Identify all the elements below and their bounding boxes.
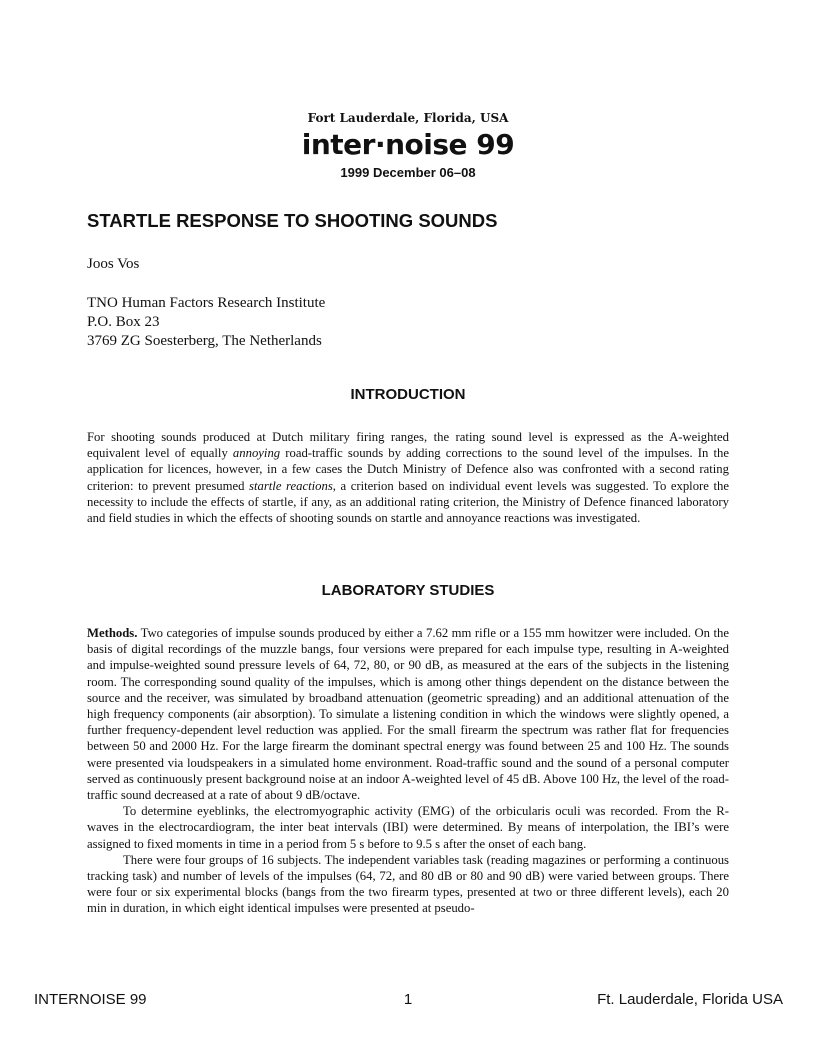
conference-logo: inter·noise 99 — [301, 128, 515, 161]
author-name: Joos Vos — [87, 256, 140, 272]
eyeblink-paragraph: To determine eyeblinks, the electromyographic activity (EMG) of the orbicularis oculi was recorded. From the R-waves in the electrocardiogram, the inter beat intervals (IBI) were determined. By means of interpolation, the IBI’s were assigned to fixed moments in time in a period from 5 s before to 9.5 s after the onset of each bang. — [87, 804, 729, 851]
affiliation-line: 3769 ZG Soesterberg, The Netherlands — [87, 333, 322, 349]
footer-conference-name: INTERNOISE 99 — [34, 991, 147, 1008]
paper-title: STARTLE RESPONSE TO SHOOTING SOUNDS — [87, 210, 498, 231]
text-run: Two categories of impulse sounds produced by either a 7.62 mm rifle or a 155 mm howitzer were included. On the basis of digital recordings of the muzzle bangs, four versions were prepared for each impulse type, resulting in A-weighted and impulse-weighted sound pressure levels of 64, 72, 80, or 90 dB, as measured at the ears of the subjects in the listening room. The corresponding sound quality of the impulses, which is among other things dependent on the distance between the source and the receiver, was simulated by broadband attenuation (geometric spreading) and an additional attenuation of the high frequency components (air absorption). To simulate a listening condition in which the windows were slightly opened, a further frequency-dependent level reduction was applied. For the small firearm the spectrum was rather flat for frequencies between 50 and 2000 Hz. For the large firearm the dominant spectral energy was found between 25 and 100 Hz. The sounds were presented via loudspeakers in a simulated home environment. Road-traffic sound and the sound of a personal computer served as continuously present background noise at an indoor A-weighted level of 45 dB. Above 100 Hz, the level of the road-traffic sound decreased at a rate of about 9 dB/octave. — [87, 626, 729, 803]
text-run: , a criterion based on individual event levels was suggested. To explore the necessity to include the effects of startle, if any, as an additional rating criterion, the Ministry of Defence financed laboratory and field studies in which the effects of shooting sounds on startle and annoyance reactions was investigated. — [87, 478, 729, 526]
introduction-paragraph — [87, 429, 729, 526]
page-number: 1 — [403, 991, 413, 1008]
subjects-paragraph: There were four groups of 16 subjects. The independent variables task (reading magazines or performing a continuous tracking task) and number of levels of the impulses (64, 72, and 80 dB or 80 and 90 dB) were varied between groups. There were four or six experimental blocks (bangs from the two firearm types, presented at two or three different levels), each 20 min in duration, in which eight identical impulses were presented at pseudo- — [87, 852, 729, 916]
conference-location: Fort Lauderdale, Florida, USA — [307, 111, 509, 125]
footer-location: Ft. Lauderdale, Florida USA — [597, 991, 783, 1008]
section-heading-introduction: INTRODUCTION — [350, 386, 466, 403]
affiliation-line: P.O. Box 23 — [87, 314, 160, 330]
laboratory-body — [87, 625, 729, 917]
emphasis-text: annoying — [232, 446, 281, 461]
affiliation-block — [87, 294, 325, 351]
methods-paragraph — [87, 625, 729, 803]
conference-dates: 1999 December 06–08 — [340, 165, 476, 180]
methods-label: Methods. — [87, 626, 138, 640]
text-run: For shooting sounds produced at Dutch military firing ranges, the rating sound level is expressed as the A-weighted equivalent level of equally — [87, 430, 729, 461]
text-run: road-traffic sounds by adding corrections to the sound level of the impulses. In the application for licences, however, in a few cases the Dutch Ministry of Defence also was confronted with a second rating criterion: to prevent presumed — [87, 446, 729, 493]
section-heading-laboratory-studies: LABORATORY STUDIES — [321, 582, 495, 599]
emphasis-text: startle reactions — [249, 478, 333, 493]
affiliation-line: TNO Human Factors Research Institute — [87, 295, 326, 311]
